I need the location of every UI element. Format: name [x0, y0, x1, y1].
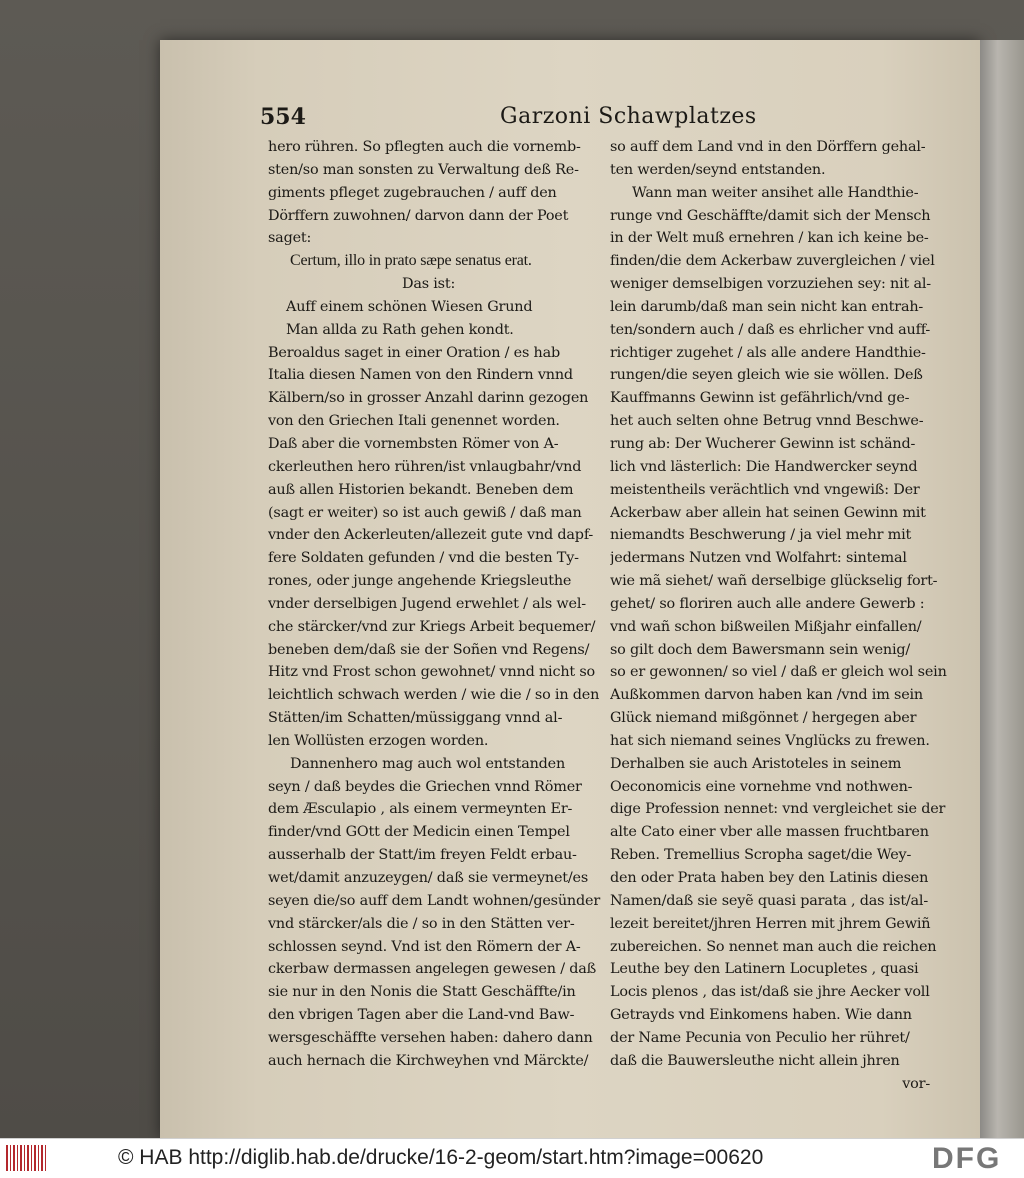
text-line: Kälbern/so in grosser Anzahl darinn gezogen — [268, 390, 589, 407]
text-line: Kauffmanns Gewinn ist gefährlich/vnd ge- — [610, 390, 910, 407]
text-line: finder/vnd GOtt der Medicin einen Tempel — [268, 824, 570, 841]
text-line: finden/die dem Ackerbaw zuvergleichen / viel — [610, 253, 935, 270]
text-line: rung ab: Der Wucherer Gewinn ist schänd- — [610, 435, 916, 452]
text-line: Außkommen darvon haben kan /vnd im sein — [610, 687, 924, 704]
latin-quote: Certum, illo in prato sæpe senatus erat. — [290, 252, 532, 270]
text-line: so er gewonnen/ so viel / daß er gleich wol sein — [610, 664, 947, 681]
text-line: auch hernach die Kirchweyhen vnd Märckte/ — [268, 1052, 589, 1069]
text-line: niemandts Beschwerung / ja viel mehr mit — [610, 527, 912, 544]
text-line: Getrayds vnd Einkomens haben. Wie dann — [610, 1007, 912, 1024]
text-line: Ackerbaw aber allein hat seinen Gewinn mit — [610, 504, 926, 521]
text-line: daß die Bauwersleuthe nicht allein jhren — [610, 1052, 900, 1069]
text-line: fere Soldaten gefunden / vnd die besten Ty- — [268, 550, 579, 567]
text-line: rungen/die seyen gleich wie sie wöllen. Deß — [610, 367, 923, 384]
dfg-logo: DFG — [932, 1142, 1002, 1175]
text-line: che stärcker/vnd zur Kriegs Arbeit bequemer/ — [268, 618, 596, 635]
text-line: Beroaldus saget in einer Oration / es hab — [268, 344, 561, 361]
text-line: lich vnd lästerlich: Die Handwercker seynd — [610, 458, 918, 475]
page-stack-edge — [980, 40, 1024, 1138]
verse-line: Auff einem schönen Wiesen Grund — [286, 298, 533, 315]
text-line: het auch selten ohne Betrug vnnd Beschwe- — [610, 413, 924, 430]
text-line: Derhalben sie auch Aristoteles in seinem — [610, 755, 902, 772]
page-number: 554 — [260, 104, 306, 130]
text-line: dem Æsculapio , als einem vermeynten Er- — [268, 801, 573, 818]
text-line: Locis plenos , das ist/daß sie jhre Aecker voll — [610, 984, 930, 1001]
text-line: hero rühren. So pflegten auch die vornemb- — [268, 139, 581, 155]
text-line: Namen/daß sie seyẽ quasi parata , das ist/al- — [610, 892, 929, 909]
text-line: hat sich niemand seines Vnglücks zu frewen. — [610, 732, 930, 749]
text-line: meistentheils verächtlich vnd vngewiß: Der — [610, 481, 920, 498]
text-line: lezeit bereitet/jhren Herren mit jhrem Gewiñ — [610, 915, 931, 932]
text-line: sie nur in den Nonis die Statt Geschäffte/in — [268, 984, 576, 1001]
text-line: rones, oder junge angehende Kriegsleuthe — [268, 573, 572, 590]
text-line: ckerleuthen hero rühren/ist vnlaugbahr/vnd — [268, 458, 582, 475]
text-line: leichtlich schwach werden / wie die / so in den — [268, 687, 600, 704]
text-line: jedermans Nutzen vnd Wolfahrt: sintemal — [610, 550, 907, 567]
book-page — [160, 40, 980, 1138]
text-line: saget: — [268, 230, 312, 247]
running-title: Garzoni Schawplatzes — [500, 104, 757, 129]
left-column — [268, 136, 610, 1073]
text-line: Hitz vnd Frost schon gewohnet/ vnnd nicht so — [268, 664, 595, 681]
text-line: richtiger zugehet / als alle andere Handthie- — [610, 344, 926, 361]
catchword: vor- — [902, 1075, 930, 1092]
text-line: runge vnd Geschäffte/damit sich der Mensch — [610, 207, 931, 224]
text-line: Oeconomicis eine vornehme vnd nothwen- — [610, 778, 913, 795]
text-line: vnder den Ackerleuten/allezeit gute vnd dapf- — [268, 527, 594, 544]
text-line: auß allen Historien bekandt. Beneben dem — [268, 481, 574, 498]
text-line: giments pfleget zugebrauchen / auff den — [268, 184, 557, 201]
text-line: den vbrigen Tagen aber die Land-vnd Baw- — [268, 1007, 575, 1024]
text-line: ausserhalb der Statt/im freyen Feldt erbau- — [268, 847, 577, 864]
text-line: wet/damit anzuzeygen/ daß sie vermeynet/es — [268, 870, 588, 886]
copyright-link[interactable]: © HAB http://diglib.hab.de/drucke/16-2-geom/start.htm?image=00620 — [118, 1146, 764, 1169]
text-line: weniger demselbigen vorzuziehen sey: nit al- — [610, 276, 931, 293]
text-line: dige Profession nennet: vnd vergleichet sie der — [610, 801, 946, 818]
das-ist-label: Das ist: — [402, 276, 456, 293]
text-line: (sagt er weiter) so ist auch gewiß / daß man — [268, 504, 582, 521]
text-line: ckerbaw dermassen angelegen gewesen / daß — [268, 961, 597, 978]
text-line: in der Welt muß ernehren / kan ich keine be- — [610, 230, 929, 247]
text-line: so auff dem Land vnd in den Dörffern gehal- — [610, 139, 926, 155]
text-line: zubereichen. So nennet man auch die reichen — [610, 938, 937, 955]
text-line: Reben. Tremellius Scropha saget/die Wey- — [610, 847, 912, 864]
text-line: len Wollüsten erzogen worden. — [268, 732, 489, 749]
text-line: Italia diesen Namen von den Rindern vnnd — [268, 367, 573, 384]
text-line: von den Griechen Itali genennet worden. — [268, 413, 560, 430]
text-line: Daß aber die vornembsten Römer von A- — [268, 435, 559, 452]
text-line: lein darumb/daß man sein nicht kan entrah- — [610, 298, 924, 315]
text-line: alte Cato einer vber alle massen fruchtbaren — [610, 824, 929, 841]
right-column — [610, 136, 950, 1095]
text-line: vnder derselbigen Jugend erwehlet / als wel- — [268, 595, 586, 612]
text-line: wersgeschäffte versehen haben: dahero dann — [268, 1029, 593, 1046]
paragraph-start: Wann man weiter ansihet alle Handthie- — [632, 184, 919, 201]
text-line: Glück niemand mißgönnet / hergegen aber — [610, 710, 917, 727]
paragraph-start: Dannenhero mag auch wol entstanden — [290, 755, 566, 772]
text-line: seyn / daß beydes die Griechen vnnd Römer — [268, 778, 582, 795]
text-line: vnd stärcker/als die / so in den Stätten ver- — [268, 915, 575, 932]
text-line: gehet/ so floriren auch alle andere Gewerb : — [610, 595, 925, 612]
text-line: vnd wañ schon bißweilen Mißjahr einfallen/ — [610, 618, 922, 635]
barcode-icon — [6, 1145, 46, 1171]
text-line: schlossen seynd. Vnd ist den Römern der A- — [268, 938, 581, 955]
text-line: den oder Prata haben bey den Latinis diesen — [610, 870, 929, 886]
text-line: der Name Pecunia von Peculio her rühret/ — [610, 1029, 910, 1046]
viewer-footer — [0, 1138, 1024, 1178]
text-line: wie mã siehet/ wañ derselbige glückselig fort- — [610, 573, 938, 590]
text-line: Dörffern zuwohnen/ darvon dann der Poet — [268, 207, 569, 224]
text-line: beneben dem/daß sie der Soñen vnd Regens/ — [268, 641, 590, 658]
text-line: Stätten/im Schatten/müssiggang vnnd al- — [268, 710, 563, 727]
text-line: ten werden/seynd entstanden. — [610, 161, 826, 178]
verse-line: Man allda zu Rath gehen kondt. — [286, 321, 514, 338]
running-head — [260, 104, 960, 138]
text-line: ten/sondern auch / daß es ehrlicher vnd auff- — [610, 321, 931, 338]
text-line: seyen die/so auff dem Landt wohnen/gesünder — [268, 892, 600, 909]
text-line: sten/so man sonsten zu Verwaltung deß Re- — [268, 161, 579, 178]
text-line: so gilt doch dem Bawersmann sein wenig/ — [610, 641, 911, 658]
text-line: Leuthe bey den Latinern Locupletes , quasi — [610, 961, 919, 978]
